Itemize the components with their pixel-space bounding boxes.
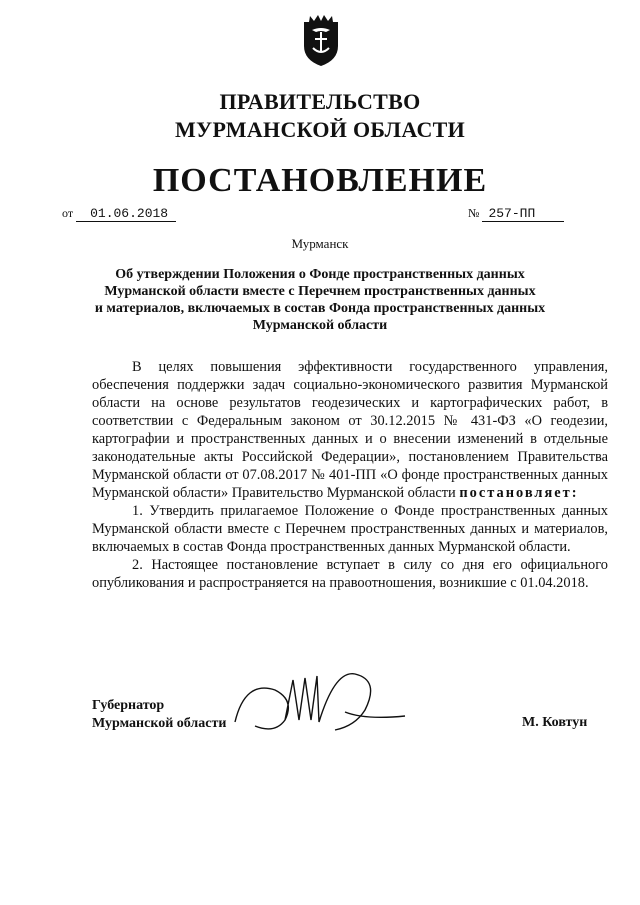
date-value: 01.06.2018: [76, 206, 176, 222]
handwritten-signature: [215, 660, 415, 740]
title-line: и материалов, включаемых в состав Фонда пространственных данных: [94, 301, 546, 316]
preamble-text: В целях повышения эффективности государственного управления, обеспечения поддержки задач социально-экономического развития Мурманской области на основе результатов геодезических и картографических работ, в соответствии с Федеральным законом от 30.12.2015 № 431-ФЗ «О геодезии, картографии и пространственных данных и о внесении изменений в отдельные законодательные акты Российской Федерации», постановлением Правительства Мурманской области от 07.08.2017 № 401-ПП «О фонде пространственных данных Мурманской области» Правительство Мурманской области: [92, 359, 608, 501]
org-line-2: МУРМАНСКОЙ ОБЛАСТИ: [174, 117, 466, 142]
title-line: Об утверждении Положения о Фонде пространственных данных: [115, 267, 525, 282]
document-title: [90, 266, 550, 334]
document-type: ПОСТАНОВЛЕНИЕ: [152, 162, 488, 199]
city: Мурманск: [291, 236, 349, 251]
document-date: [62, 206, 176, 222]
item-2: 2. Настоящее постановление вступает в силу со дня его официального опубликования и распространяется на правоотношения, возникшие с 01.04.2018.: [92, 557, 608, 591]
position-line-1: Губернатор: [92, 698, 165, 713]
resolves-keyword: постановляет:: [459, 485, 579, 501]
item-1: 1. Утвердить прилагаемое Положение о Фонде пространственных данных Мурманской области вместе с Перечнем пространственных данных и материалов, включаемых в состав Фонда пространственных данных Мурманской области.: [92, 503, 608, 555]
coat-of-arms-icon: [300, 12, 342, 68]
date-prefix: от: [62, 206, 74, 220]
document-body: [92, 358, 608, 592]
organization-name: [0, 88, 640, 144]
preamble-paragraph: [92, 358, 608, 502]
position-line-2: Мурманской области: [92, 716, 227, 731]
signatory-position: [92, 697, 226, 733]
document-number: [468, 206, 564, 222]
org-line-1: ПРАВИТЕЛЬСТВО: [219, 89, 421, 114]
signatory-name: М. Ковтун: [522, 715, 588, 730]
number-value: 257-ПП: [482, 206, 564, 222]
title-line: Мурманской области: [252, 318, 388, 333]
number-prefix: №: [468, 206, 480, 220]
title-line: Мурманской области вместе с Перечнем пространственных данных: [104, 284, 536, 299]
